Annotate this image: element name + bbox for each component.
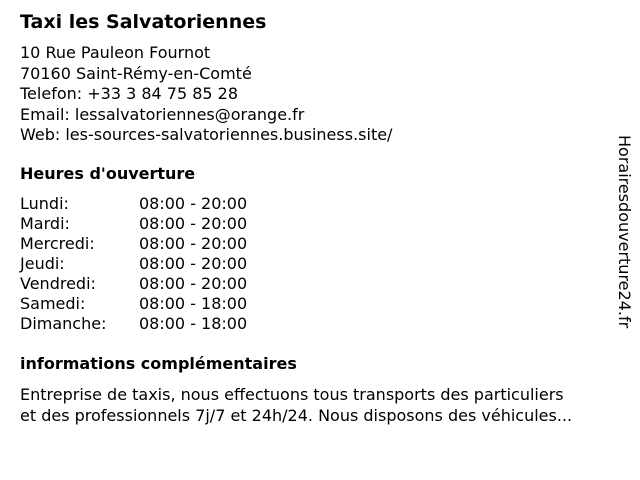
- day-label: Jeudi:: [20, 254, 65, 273]
- phone-line: Telefon: +33 3 84 75 85 28: [20, 84, 239, 103]
- hours-row-thursday: [20, 254, 280, 274]
- web-line: Web: les-sources-salvatoriennes.business.site/: [20, 125, 393, 144]
- day-label: Samedi:: [20, 294, 86, 313]
- additional-info-heading: informations complémentaires: [20, 354, 297, 373]
- hours-row-sunday: [20, 314, 280, 334]
- day-label: Vendredi:: [20, 274, 96, 293]
- day-hours: 08:00 - 18:00: [139, 294, 248, 313]
- hours-row-saturday: [20, 294, 280, 314]
- email-line: Email: lessalvatoriennes@orange.fr: [20, 104, 305, 124]
- address-city: 70160 Saint-Rémy-en-Comté: [20, 63, 252, 83]
- day-label: Dimanche:: [20, 314, 107, 333]
- day-hours: 08:00 - 18:00: [139, 314, 248, 333]
- address-street: 10 Rue Pauleon Fournot: [20, 43, 211, 62]
- day-label: Lundi:: [20, 194, 69, 213]
- day-hours: 08:00 - 20:00: [139, 254, 248, 273]
- additional-info-line: Entreprise de taxis, nous effectuons tous transports des particuliers: [20, 385, 564, 404]
- day-label: Mercredi:: [20, 234, 95, 253]
- additional-info-text: [20, 384, 630, 426]
- day-hours: 08:00 - 20:00: [139, 214, 248, 233]
- business-name: Taxi les Salvatoriennes: [20, 11, 267, 33]
- day-hours: 08:00 - 20:00: [139, 234, 248, 253]
- day-hours: 08:00 - 20:00: [139, 274, 248, 293]
- opening-hours-heading: Heures d'ouverture: [20, 164, 196, 183]
- day-hours: 08:00 - 20:00: [139, 194, 248, 213]
- hours-row-friday: [20, 274, 280, 294]
- day-label: Mardi:: [20, 214, 70, 233]
- opening-hours-table: [20, 194, 280, 334]
- contact-block: [20, 43, 392, 146]
- site-watermark: Horairesdouverture24.fr: [615, 135, 634, 329]
- hours-row-tuesday: [20, 214, 280, 234]
- hours-row-monday: [20, 194, 280, 214]
- additional-info-line: et des professionnels 7j/7 et 24h/24. Nous disposons des véhicules...: [20, 406, 573, 425]
- hours-row-wednesday: [20, 234, 280, 254]
